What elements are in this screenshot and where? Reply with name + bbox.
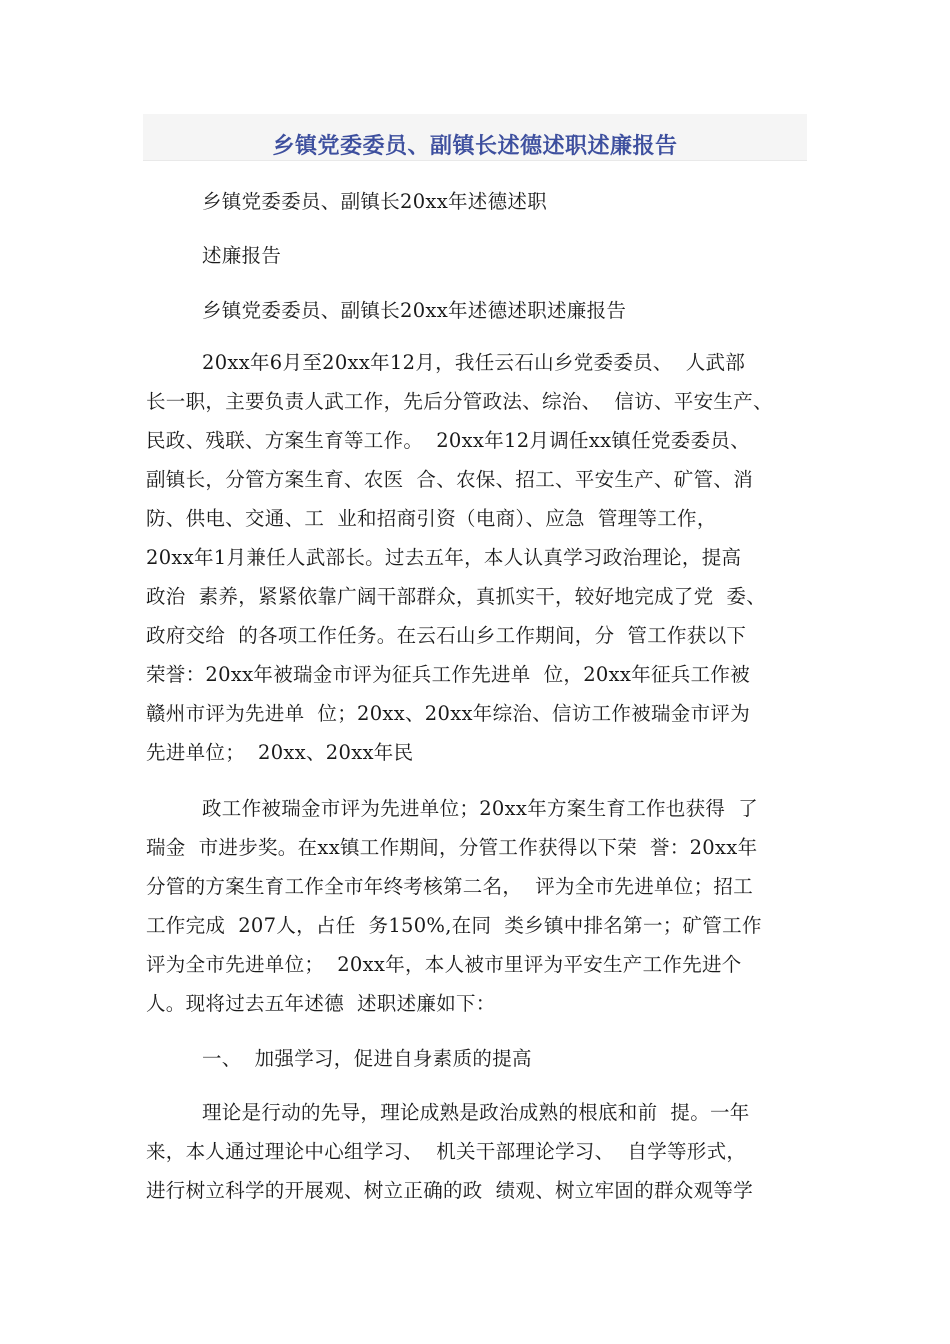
text-line: 政治 素养，紧紧依靠广阔干部群众，真抓实干，较好地完成了党 委、: [146, 585, 766, 608]
text-line: 民政、残联、方案生育等工作。 20xx年12月调任xx镇任党委委员、: [146, 429, 751, 452]
text-line: 述廉报告: [202, 244, 282, 267]
text-line: 政工作被瑞金市评为先进单位；20xx年方案生育工作也获得 了: [202, 797, 759, 820]
text-line: 工作完成 207人，占任 务150%,在同 类乡镇中排名第一；矿管工作: [146, 914, 762, 937]
text-line: 20xx年1月兼任人武部长。过去五年，本人认真学习政治理论，提高: [146, 546, 742, 569]
text-line: 长一职，主要负责人武工作，先后分管政法、综治、 信访、平安生产、: [146, 390, 773, 413]
text-line: 人。现将过去五年述德 述职述廉如下：: [146, 992, 496, 1015]
text-line: 政府交给 的各项工作任务。在云石山乡工作期间，分 管工作获以下: [146, 624, 747, 647]
text-line: 乡镇党委委员、副镇长20xx年述德述职述廉报告: [202, 299, 627, 322]
text-line: 进行树立科学的开展观、树立正确的政 绩观、树立牢固的群众观等学: [146, 1179, 753, 1202]
text-line: 副镇长，分管方案生育、农医 合、农保、招工、平安生产、矿管、消: [146, 468, 753, 491]
text-line: 防、供电、交通、工 业和招商引资（电商）、应急 管理等工作，: [146, 507, 717, 530]
text-line: 瑞金 市进步奖。在xx镇工作期间，分管工作获得以下荣 誉：20xx年: [146, 836, 758, 859]
text-line: 赣州市评为先进单 位；20xx、20xx年综治、信访工作被瑞金市评为: [146, 702, 751, 725]
text-line: 乡镇党委委员、副镇长20xx年述德述职: [202, 190, 548, 213]
text-line: 分管的方案生育工作全市年终考核第二名， 评为全市先进单位；招工: [146, 875, 753, 898]
text-line: 先进单位； 20xx、20xx年民: [146, 741, 414, 764]
text-line: 荣誉：20xx年被瑞金市评为征兵工作先进单 位，20xx年征兵工作被: [146, 663, 751, 686]
text-line: 评为全市先进单位； 20xx年，本人被市里评为平安生产工作先进个: [146, 953, 742, 976]
text-line: 来，本人通过理论中心组学习、 机关干部理论学习、 自学等形式，: [146, 1140, 747, 1163]
text-line: 20xx年6月至20xx年12月，我任云石山乡党委委员、 人武部: [202, 351, 746, 374]
text-line: 理论是行动的先导，理论成熟是政治成熟的根底和前 提。一年: [202, 1101, 750, 1124]
section-heading: 一、 加强学习，促进自身素质的提高: [202, 1047, 532, 1070]
document-title: 乡镇党委委员、副镇长述德述职述廉报告: [272, 134, 678, 159]
